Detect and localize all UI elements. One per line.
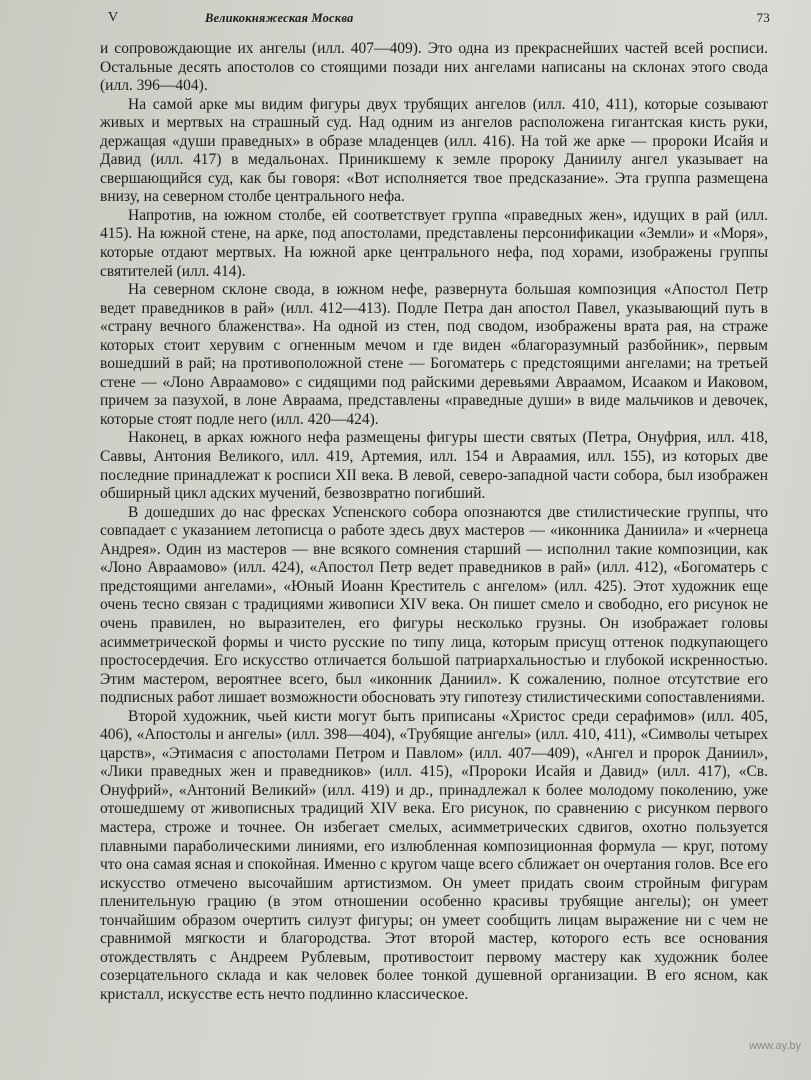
paragraph-2: На самой арке мы видим фигуры двух трубящих ангелов (илл. 410, 411), которые созывают живых и мертвых на страшный суд. Над одним из ангелов расположена гигантская кисть руки, держащая «души праведных» в образе младенцев (илл. 416). На той же арке — пророки Исайя и Давид (илл. 417) в медальонах. Приникшему к земле пророку Даниилу ангел указывает на свершающийся суд, как бы говоря: «Вот исполняется твое предсказание». Эта группа размещена внизу, на северном столбе центрального нефа. [100, 95, 768, 206]
running-title: Великокняжеская Москва [205, 11, 354, 25]
paragraph-4: На северном склоне свода, в южном нефе, развернута большая композиция «Апостол Петр ведет праведников в рай» (илл. 412—413). Подле Петра дан апостол Павел, указывающий путь в «страну вечного блаженства». На одной из стен, под сводом, изображены врата рая, на страже которых стоит херувим с огненным мечом и где виден «благоразумный разбойник», первым вошедший в рай; на противоположной стене — Богоматерь с предстоящими ангелами; на третьей стене — «Лоно Авраамово» с сидящими под райскими деревьями Авраамом, Исааком и Иаковом, причем за пазухой, в лоне Авраама, представлены «праведные души» в виде мальчиков и девочек, которые стоят подле него (илл. 420—424). [100, 281, 768, 428]
body-text [100, 40, 768, 1004]
paragraph-6: В дошедших до нас фресках Успенского собора опознаются две стилистические группы, что совпадает с указанием летописца о работе здесь двух мастеров — «иконника Даниила» и «чернеца Андрея». Один из мастеров — вне всякого сомнения старший — исполнил такие композиции, как «Лоно Авраамово» (илл. 424), «Апостол Петр ведет праведников в рай» (илл. 412), «Богоматерь с предстоящими ангелами», «Юный Иоанн Креститель с ангелом» (илл. 425). Этот художник еще очень тесно связан с традициями живописи XIV века. Он пишет смело и свободно, его рисунок не очень правилен, но выразителен, его фигуры несколько грузны. Он изображает головы асимметрической формы и чисто русские по типу лица, которым присущ оттенок подкупающего простосердечия. Его искусство отличается большой патриархальностью и глубокой искренностью. Этим мастером, вероятнее всего, был «иконник Даниил». К сожалению, полное отсутствие его подписных работ лишает возможности обосновать эту гипотезу стилистическими сопоставлениями. [100, 503, 768, 707]
page-number: 73 [756, 10, 770, 25]
paragraph-1: и сопровождающие их ангелы (илл. 407—409). Это одна из прекраснейших частей всей росписи. Остальные десять апостолов со стоящими позади них ангелами написаны на склонах этого свода (илл. 396—404). [100, 40, 768, 95]
paragraph-7: Второй художник, чьей кисти могут быть приписаны «Христос среди серафимов» (илл. 405, 406), «Апостолы и ангелы» (илл. 398—404), «Трубящие ангелы» (илл. 410, 411), «Символы четырех царств», «Этимасия с апостолами Петром и Павлом» (илл. 407—409), «Ангел и пророк Даниил», «Лики праведных жен и праведников» (илл. 415), «Пророки Исайя и Давид» (илл. 417), «Св. Онуфрий», «Антоний Великий» (илл. 419) и др., принадлежал к более молодому поколению, уже отошедшему от живописных традиций XIV века. Его рисунок, по сравнению с рисунком первого мастера, строже и точнее. Он избегает смелых, асимметрических сдвигов, охотно пользуется плавными параболическими линиями, его излюбленная композиционная формула — круг, потому что она самая ясная и спокойная. Именно с кругом чаще всего сближает он очертания голов. Все его искусство отмечено высочайшим артистизмом. Он умеет придать своим стройным фигурам пленительную грацию (в этом отношении особенно красивы трубящие ангелы); он умеет тончайшим образом очертить силуэт фигуры; он умеет сообщить лицам выражение ни с чем не сравнимой мягкости и благородства. Этот второй мастер, которого есть все основания отождествлять с Андреем Рублевым, противостоит первому мастеру как художник более созерцательного склада и как человек более тонкой душевной организации. В его ясном, как кристалл, искусстве есть нечто подлинно классическое. [100, 707, 768, 1003]
running-head [100, 8, 770, 30]
chapter-number: V [108, 10, 119, 25]
paragraph-3: Напротив, на южном столбе, ей соответствует группа «праведных жен», идущих в рай (илл. 415). На южной стене, на арке, под апостолами, представлены персонификации «Земли» и «Моря», которые отдают мертвых. На южной арке центрального нефа, под хорами, изображены группы святителей (илл. 414). [100, 206, 768, 280]
site-watermark: www.ay.by [749, 1040, 801, 1052]
paragraph-5: Наконец, в арках южного нефа размещены фигуры шести святых (Петра, Онуфрия, илл. 418, Саввы, Антония Великого, илл. 419, Артемия, илл. 154 и Авраамия, илл. 155), из которых две последние принадлежат к росписи XII века. В левой, северо-западной части собора, был изображен обширный цикл адских мучений, безвозвратно погибший. [100, 429, 768, 503]
